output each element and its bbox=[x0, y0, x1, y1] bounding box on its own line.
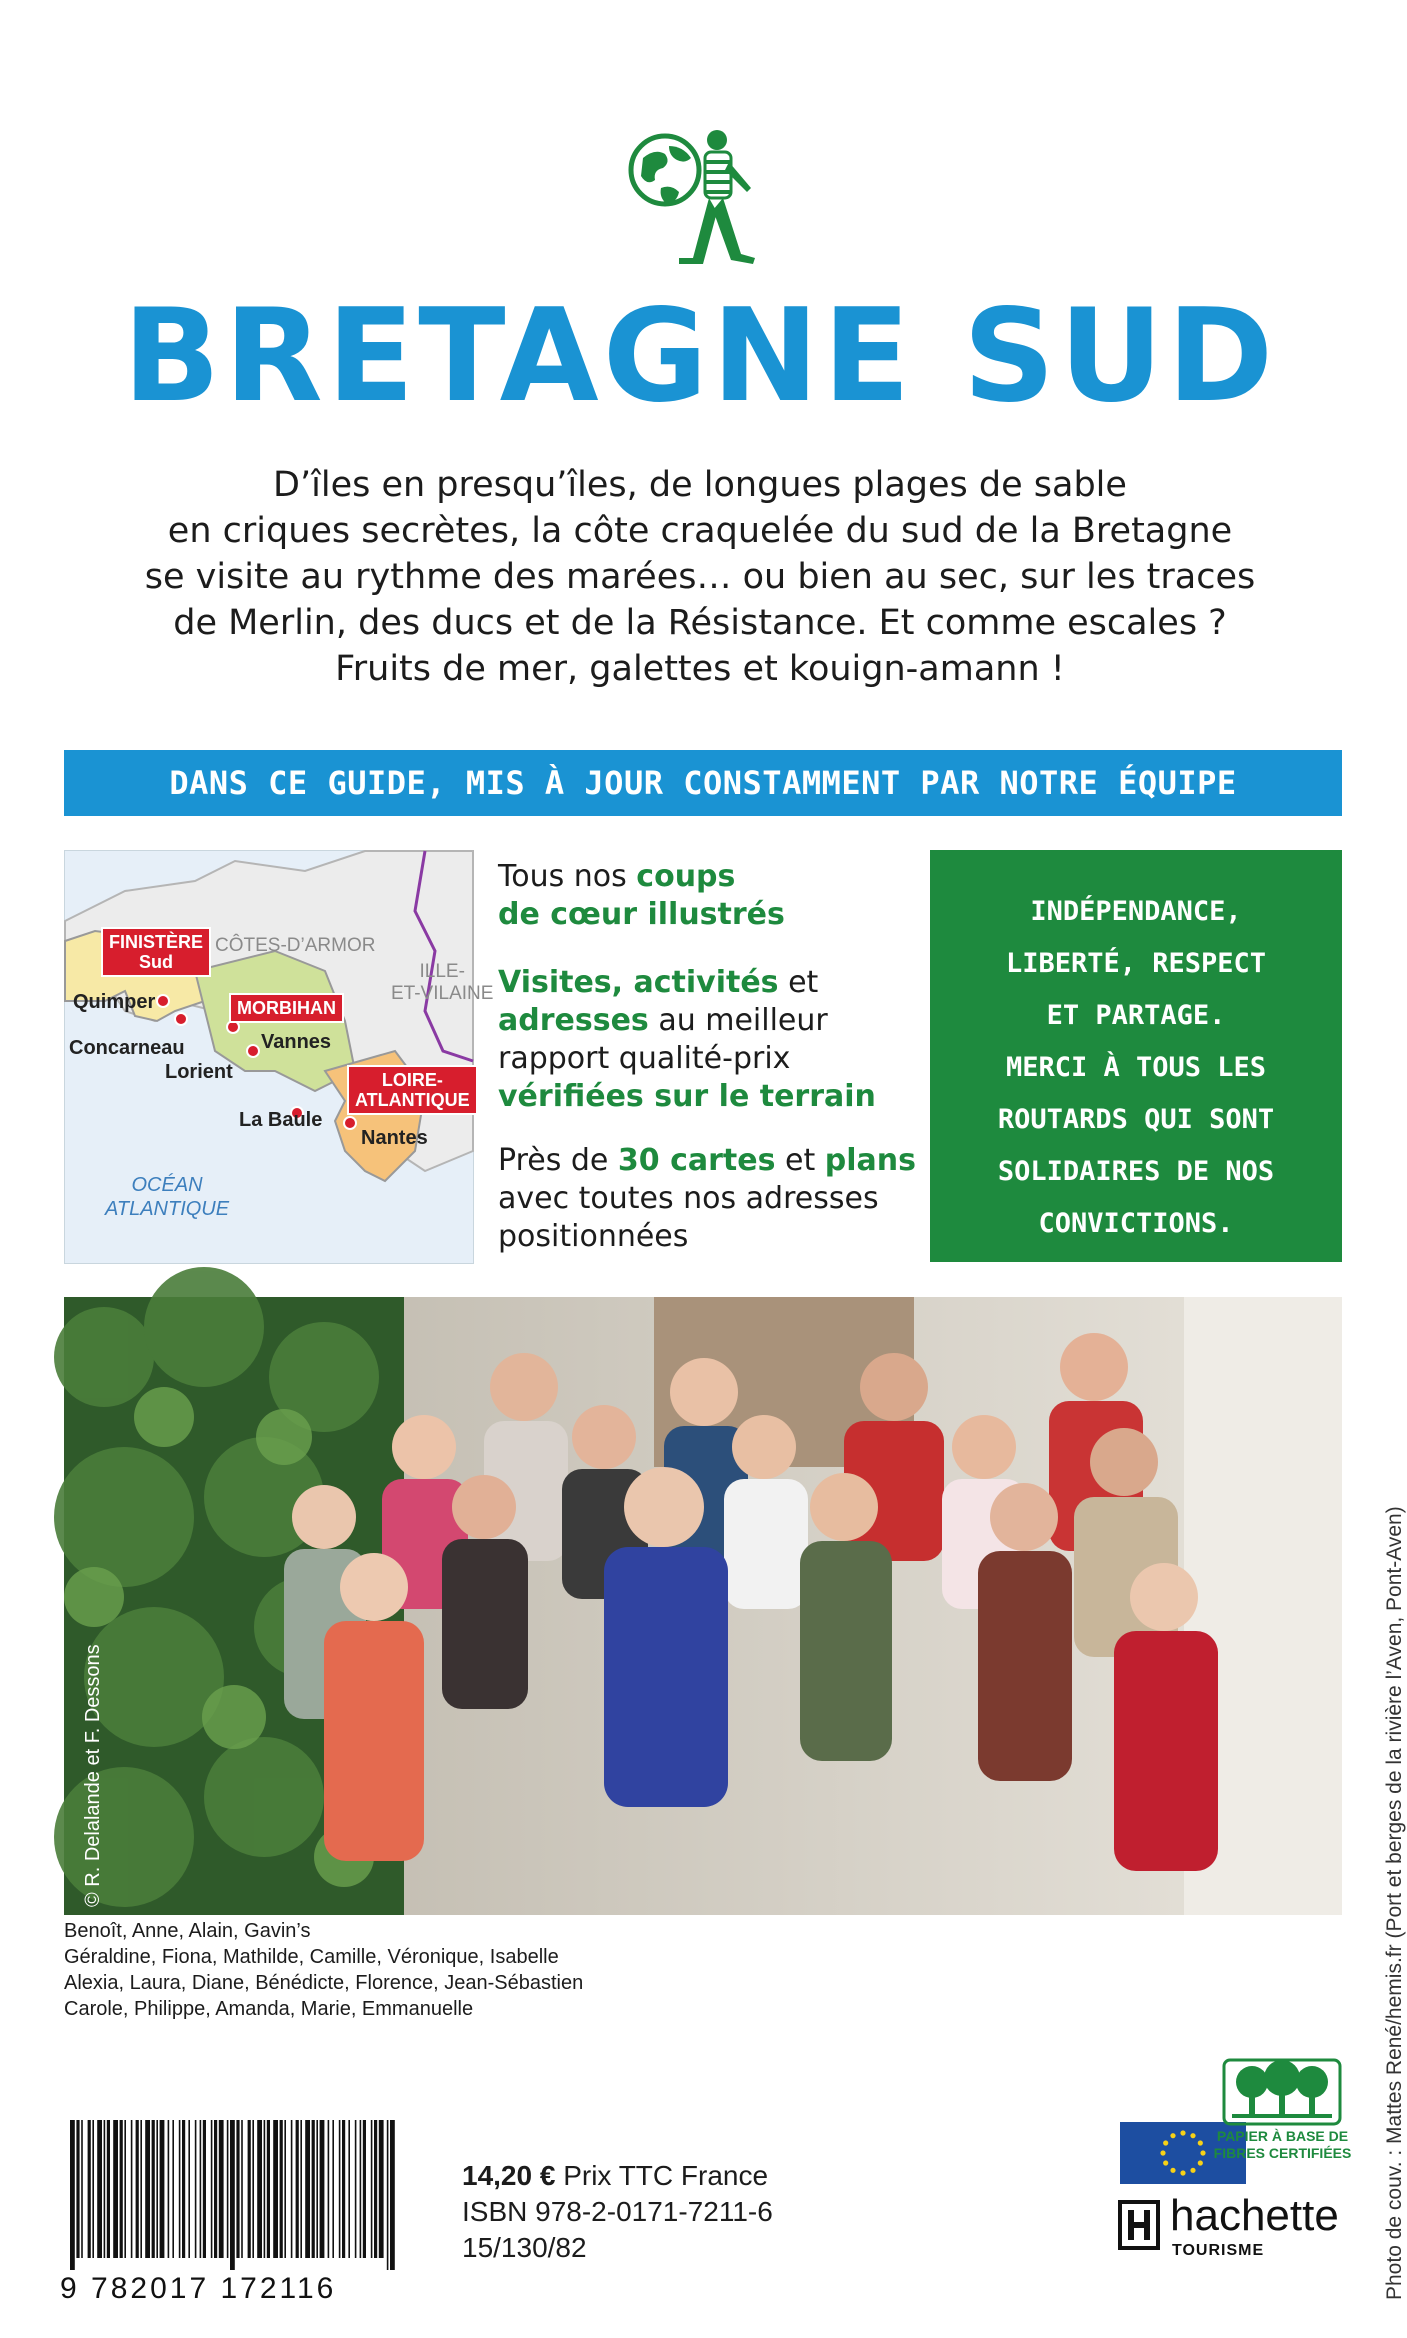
feature-line bbox=[498, 964, 918, 1002]
team-photo-illustration bbox=[64, 1297, 1342, 1915]
ocean-line: OCÉAN bbox=[131, 1174, 203, 1196]
barcode-bar bbox=[328, 2120, 330, 2258]
barcode-bar bbox=[267, 2120, 270, 2258]
feature-text: et bbox=[775, 1143, 825, 1178]
names-line: Alexia, Laura, Diane, Bénédicte, Florence, Jean-Sébastien bbox=[64, 1972, 584, 1994]
barcode-bar bbox=[160, 2120, 165, 2258]
barcode-bar bbox=[131, 2120, 133, 2258]
barcode-bar bbox=[363, 2120, 366, 2258]
values-line: ROUTARDS QUI SONT bbox=[997, 1104, 1275, 1135]
barcode-bar bbox=[296, 2120, 299, 2258]
eu-star bbox=[1160, 2150, 1165, 2155]
map-label-ocean bbox=[105, 1173, 229, 1221]
ocean-line: ATLANTIQUE bbox=[105, 1198, 230, 1220]
feature-highlight: plans bbox=[824, 1143, 916, 1178]
map-tag-finistere bbox=[101, 927, 211, 977]
barcode-bar bbox=[200, 2120, 202, 2258]
barcode-bar bbox=[156, 2120, 158, 2258]
map-city-nantes: Nantes bbox=[361, 1127, 428, 1149]
intro-line: se visite au rythme des marées… ou bien au sec, sur les traces bbox=[144, 557, 1256, 597]
feature-highlight: Visites, activités bbox=[498, 965, 779, 1000]
values-line: LIBERTÉ, RESPECT bbox=[1005, 948, 1267, 979]
map-city-concarneau: Concarneau bbox=[69, 1037, 185, 1059]
barcode-bar bbox=[188, 2120, 190, 2258]
guide-title: BRETAGNE SUD bbox=[122, 282, 1278, 431]
publisher-name: hachette bbox=[1170, 2191, 1339, 2240]
intro-line: D’îles en presqu’îles, de longues plages de sable bbox=[273, 465, 1127, 505]
intro-line: Fruits de mer, galettes et kouign-amann ! bbox=[335, 649, 1065, 689]
barcode-bar bbox=[227, 2120, 229, 2258]
product-code: 15/130/82 bbox=[462, 2232, 587, 2263]
barcode-bar bbox=[320, 2120, 325, 2258]
barcode-bar bbox=[273, 2120, 278, 2258]
eu-star bbox=[1170, 2168, 1175, 2173]
barcode-bar bbox=[92, 2120, 94, 2258]
barcode-bar bbox=[195, 2120, 197, 2258]
barcode-bar bbox=[140, 2120, 142, 2258]
feature-text: rapport qualité-prix bbox=[498, 1041, 791, 1076]
barcode-bar bbox=[88, 2120, 91, 2258]
barcode-bar bbox=[360, 2120, 362, 2258]
tag-line: Sud bbox=[139, 952, 173, 972]
barcode-bar bbox=[355, 2120, 357, 2258]
intro-line: de Merlin, des ducs et de la Résistance. Et comme escales ? bbox=[173, 603, 1227, 643]
barcode-bar bbox=[97, 2120, 102, 2258]
feature-highlight: vérifiées sur le terrain bbox=[498, 1079, 876, 1114]
eu-star bbox=[1190, 2133, 1195, 2138]
barcode-bar bbox=[107, 2120, 110, 2258]
barcode-bar bbox=[203, 2120, 206, 2258]
barcode-bar bbox=[70, 2120, 75, 2270]
values-box bbox=[930, 850, 1342, 1262]
barcode-bar bbox=[168, 2120, 170, 2258]
feature-text: Tous nos bbox=[498, 859, 637, 894]
eu-star bbox=[1170, 2133, 1175, 2138]
feature-line bbox=[498, 1002, 918, 1040]
barcode-bar bbox=[81, 2120, 83, 2258]
barcode-bar bbox=[104, 2120, 106, 2258]
barcode-bar bbox=[179, 2120, 181, 2258]
values-line: INDÉPENDANCE, bbox=[1030, 896, 1242, 927]
map-tag-morbihan: MORBIHAN bbox=[229, 993, 344, 1023]
paper-label-line: FIBRES CERTIFIÉES bbox=[1213, 2145, 1352, 2161]
map-tag-loire-atlantique bbox=[347, 1065, 478, 1115]
region-line: ILLE- bbox=[419, 961, 465, 982]
barcode-bar bbox=[332, 2120, 334, 2258]
feature-visites bbox=[498, 964, 918, 1116]
barcode-bar bbox=[113, 2120, 118, 2258]
eu-star bbox=[1198, 2160, 1203, 2165]
barcode-bar bbox=[305, 2120, 310, 2258]
map-city-lorient: Lorient bbox=[165, 1061, 233, 1083]
map-label-cotes-darmor: CÔTES-D’ARMOR bbox=[215, 935, 376, 956]
feature-cartes bbox=[498, 1142, 918, 1256]
barcode-bar bbox=[211, 2120, 213, 2258]
eu-star bbox=[1163, 2160, 1168, 2165]
barcode-bar bbox=[236, 2120, 239, 2258]
barcode-bar bbox=[312, 2120, 315, 2258]
barcode-bar bbox=[241, 2120, 243, 2258]
eu-star bbox=[1180, 2130, 1185, 2135]
eu-star bbox=[1198, 2140, 1203, 2145]
routard-walker-logo-icon bbox=[625, 118, 775, 286]
map-city-quimper: Quimper bbox=[73, 991, 156, 1013]
barcode-bar bbox=[152, 2120, 155, 2258]
barcode-bar bbox=[124, 2120, 126, 2258]
price-label: Prix TTC France bbox=[555, 2160, 769, 2191]
barcode-bar bbox=[300, 2120, 302, 2258]
feature-text: et bbox=[778, 965, 819, 1000]
barcode-bar bbox=[136, 2120, 139, 2258]
region-line: ET-VILAINE bbox=[391, 983, 494, 1004]
feature-highlight: coups bbox=[636, 859, 736, 894]
barcode-bar bbox=[214, 2120, 217, 2258]
feature-text: au meilleur bbox=[648, 1003, 828, 1038]
barcode-bar bbox=[230, 2120, 235, 2270]
feature-text: Près de bbox=[498, 1143, 618, 1178]
intro-paragraph bbox=[100, 462, 1300, 692]
barcode-bar bbox=[379, 2120, 384, 2258]
region-map bbox=[64, 850, 494, 1264]
barcode-bar bbox=[252, 2120, 254, 2258]
barcode-bar bbox=[284, 2120, 286, 2258]
barcode-bar bbox=[120, 2120, 123, 2258]
barcode-bar bbox=[264, 2120, 266, 2258]
eu-star bbox=[1163, 2140, 1168, 2145]
tag-line: FINISTÈRE bbox=[109, 932, 204, 952]
barcode-bar bbox=[371, 2120, 373, 2258]
feature-line bbox=[498, 858, 918, 896]
feature-coups-de-coeur bbox=[498, 858, 918, 934]
barcode-bar bbox=[257, 2120, 262, 2258]
names-line: Géraldine, Fiona, Mathilde, Camille, Véronique, Isabelle bbox=[64, 1946, 559, 1968]
team-names bbox=[64, 1918, 583, 2022]
barcode-bar bbox=[291, 2120, 293, 2258]
paper-certification-label bbox=[1210, 2128, 1355, 2162]
map-city-vannes: Vannes bbox=[261, 1031, 332, 1053]
values-line: MERCI À TOUS LES bbox=[1005, 1052, 1267, 1083]
tag-line: ATLANTIQUE bbox=[355, 1090, 470, 1110]
barcode-bar bbox=[342, 2120, 345, 2258]
feature-highlight: 30 cartes bbox=[617, 1143, 776, 1178]
isbn: ISBN 978-2-0171-7211-6 bbox=[462, 2196, 773, 2227]
certified-fibers-trees-icon bbox=[1222, 2058, 1342, 2126]
barcode-bar bbox=[316, 2120, 318, 2258]
barcode-bar bbox=[339, 2120, 341, 2258]
price-amount: 14,20 € bbox=[462, 2160, 556, 2191]
barcode-bar bbox=[374, 2120, 377, 2258]
price-block bbox=[462, 2158, 773, 2266]
map-city-la-baule: La Baule bbox=[239, 1109, 323, 1131]
eu-star bbox=[1200, 2150, 1205, 2155]
team-photo bbox=[64, 1297, 1342, 1915]
barcode-digits: 9 782017 172116 bbox=[60, 2272, 337, 2305]
feature-text: positionnées bbox=[498, 1219, 689, 1254]
barcode-bar bbox=[348, 2120, 350, 2258]
barcode-bar bbox=[280, 2120, 283, 2258]
barcode-bar bbox=[219, 2120, 224, 2258]
barcode-bar bbox=[172, 2120, 174, 2258]
names-line: Benoît, Anne, Alain, Gavin’s bbox=[64, 1920, 311, 1942]
eu-star bbox=[1180, 2170, 1185, 2175]
intro-line: en criques secrètes, la côte craquelée du sud de la Bretagne bbox=[167, 511, 1233, 551]
photo-credit: © R. Delalande et F. Dessons bbox=[82, 1644, 104, 1907]
map-label-ille-et-vilaine bbox=[391, 961, 493, 1005]
publisher-subtitle: TOURISME bbox=[1172, 2242, 1265, 2259]
barcode-bar bbox=[387, 2120, 389, 2270]
values-line: CONVICTIONS. bbox=[1038, 1208, 1234, 1239]
hachette-h-logo-icon bbox=[1118, 2200, 1160, 2250]
names-line: Carole, Philippe, Amanda, Marie, Emmanuelle bbox=[64, 1998, 474, 2020]
values-line: SOLIDAIRES DE NOS bbox=[997, 1156, 1275, 1187]
values-line: ET PARTAGE. bbox=[1046, 1000, 1226, 1031]
feature-line bbox=[498, 1142, 918, 1180]
guide-banner: DANS CE GUIDE, MIS À JOUR CONSTAMMENT PAR NOTRE ÉQUIPE bbox=[64, 750, 1342, 816]
barcode-bar bbox=[248, 2120, 251, 2258]
eu-star bbox=[1190, 2168, 1195, 2173]
barcode-bar bbox=[182, 2120, 185, 2258]
paper-label-line: PAPIER À BASE DE bbox=[1216, 2128, 1349, 2144]
cover-photo-credit: Photo de couv. : Mattes René/hemis.fr (Port et berges de la rivière l’Aven, Pont-Aven) bbox=[1383, 1506, 1406, 2300]
price-line bbox=[462, 2158, 773, 2194]
feature-text: avec toutes nos adresses bbox=[498, 1181, 879, 1216]
barcode-bar bbox=[390, 2120, 395, 2270]
barcode-bar bbox=[76, 2120, 79, 2258]
feature-highlight: adresses bbox=[498, 1003, 649, 1038]
tag-line: LOIRE- bbox=[381, 1070, 443, 1090]
barcode-bar bbox=[145, 2120, 150, 2258]
feature-highlight: de cœur illustrés bbox=[498, 897, 785, 932]
